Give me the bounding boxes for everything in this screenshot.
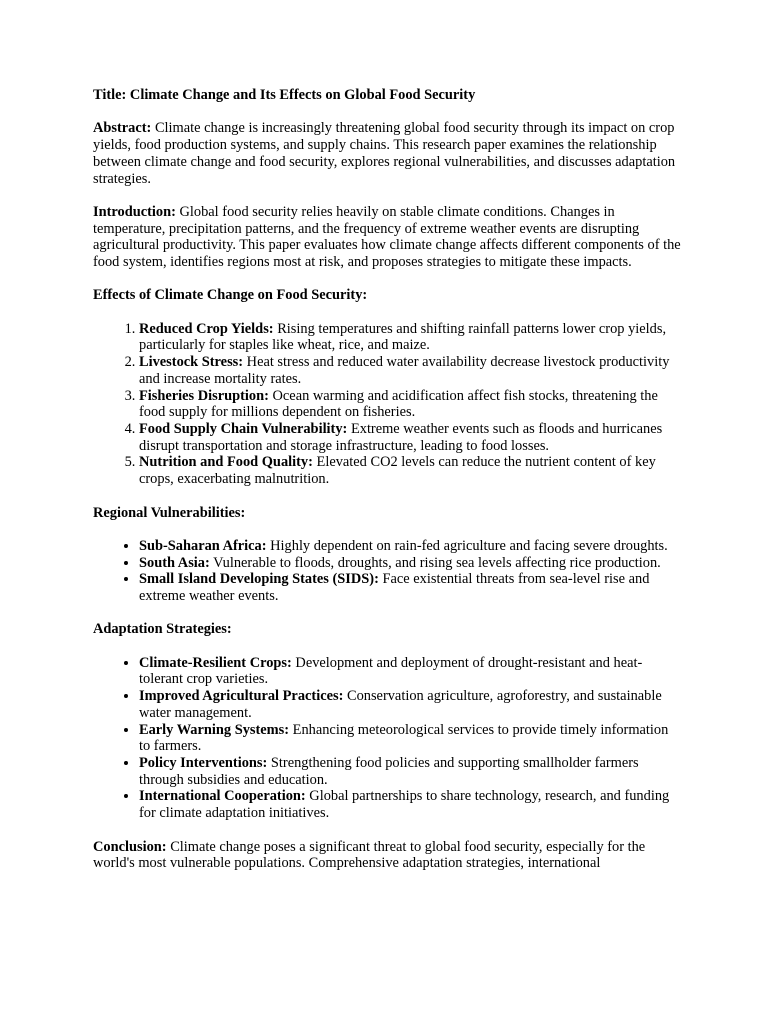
introduction-text: Global food security relies heavily on stable climate conditions. Changes in temperature, precipitation patterns, and the frequency of extreme weather events are disrupting agricultural productivity. This paper evaluates how climate change affects different components of the food system, identifies regions most at risk, and proposes strategies to mitigate these impacts. xyxy=(93,203,681,270)
introduction-label: Introduction: xyxy=(93,203,176,220)
introduction-paragraph xyxy=(93,204,683,271)
region-text: Vulnerable to floods, droughts, and rising sea levels affecting rice production. xyxy=(213,554,661,571)
effects-list xyxy=(93,321,683,488)
region-label: Sub-Saharan Africa: xyxy=(139,537,267,554)
adaptation-list-item xyxy=(139,688,683,721)
effect-label: Fisheries Disruption: xyxy=(139,387,269,404)
adaptation-list-item xyxy=(139,655,683,688)
strategy-text: Enhancing meteorological services to provide timely information to farmers. xyxy=(139,721,669,755)
adaptation-heading xyxy=(93,621,683,638)
effects-list-item xyxy=(139,421,683,454)
effect-label: Nutrition and Food Quality: xyxy=(139,454,313,471)
title-text: Climate Change and Its Effects on Global Food Security xyxy=(129,87,476,103)
regional-list-item xyxy=(139,555,683,572)
effect-label: Food Supply Chain Vulnerability: xyxy=(139,421,348,437)
effects-list-item xyxy=(139,321,683,354)
effects-list-item xyxy=(139,388,683,421)
strategy-label: International Cooperation: xyxy=(139,788,306,805)
abstract-text: Climate change is increasingly threatening global food security through its impact on crop yields, food production systems, and supply chains. This research paper examines the relationship between climate change and food security, explores regional vulnerabilities, and discusses adaptation strategies. xyxy=(93,120,676,187)
effect-text: Heat stress and reduced water availability decrease livestock productivity and increase mortality rates. xyxy=(139,354,670,387)
effect-text: Ocean warming and acidification affect fish stocks, threatening the food supply for millions dependent on fisheries. xyxy=(139,387,658,421)
effect-label: Reduced Crop Yields: xyxy=(139,320,274,337)
effects-list-item xyxy=(139,354,683,387)
effect-text: Extreme weather events such as floods and hurricanes disrupt transportation and storage infrastructure, leading to food losses. xyxy=(139,421,663,454)
region-label: South Asia: xyxy=(139,554,210,571)
adaptation-heading-text: Adaptation Strategies: xyxy=(93,621,232,638)
conclusion-label: Conclusion: xyxy=(93,838,167,855)
effect-label: Livestock Stress: xyxy=(139,354,244,371)
title-label: Title: xyxy=(93,87,127,103)
effects-heading xyxy=(93,287,683,304)
conclusion-text: Climate change poses a significant threat to global food security, especially for the world's most vulnerable populations. Comprehensive adaptation strategies, international xyxy=(93,838,646,872)
effect-text: Elevated CO2 levels can reduce the nutrient content of key crops, exacerbating malnutrition. xyxy=(139,454,656,488)
strategy-label: Climate-Resilient Crops: xyxy=(139,654,292,671)
strategy-text: Strengthening food policies and supporting smallholder farmers through subsidies and education. xyxy=(139,755,639,788)
regional-heading xyxy=(93,505,683,522)
effect-text: Rising temperatures and shifting rainfall patterns lower crop yields, particularly for staples like wheat, rice, and maize. xyxy=(139,320,667,354)
strategy-label: Early Warning Systems: xyxy=(139,721,290,738)
regional-list xyxy=(93,538,683,605)
adaptation-list-item xyxy=(139,755,683,788)
effects-list-item xyxy=(139,454,683,487)
strategy-text: Development and deployment of drought-resistant and heat-tolerant crop varieties. xyxy=(139,654,643,688)
strategy-text: Global partnerships to share technology, research, and funding for climate adaptation initiatives. xyxy=(139,788,670,822)
region-text: Face existential threats from sea-level rise and extreme weather events. xyxy=(139,571,650,604)
regional-heading-text: Regional Vulnerabilities: xyxy=(93,504,246,521)
abstract-paragraph xyxy=(93,120,683,187)
adaptation-list-item xyxy=(139,722,683,755)
document-page xyxy=(93,87,683,889)
strategy-label: Policy Interventions: xyxy=(139,755,268,771)
effects-heading-text: Effects of Climate Change on Food Security: xyxy=(93,287,368,304)
title-paragraph xyxy=(93,87,683,104)
strategy-text: Conservation agriculture, agroforestry, and sustainable water management. xyxy=(139,688,662,721)
adaptation-list xyxy=(93,655,683,822)
adaptation-list-item xyxy=(139,788,683,821)
regional-list-item xyxy=(139,571,683,604)
region-text: Highly dependent on rain-fed agriculture and facing severe droughts. xyxy=(270,537,668,554)
conclusion-paragraph xyxy=(93,839,683,872)
region-label: Small Island Developing States (SIDS): xyxy=(139,571,379,588)
strategy-label: Improved Agricultural Practices: xyxy=(139,688,344,705)
abstract-label: Abstract: xyxy=(93,120,152,137)
regional-list-item xyxy=(139,538,683,555)
